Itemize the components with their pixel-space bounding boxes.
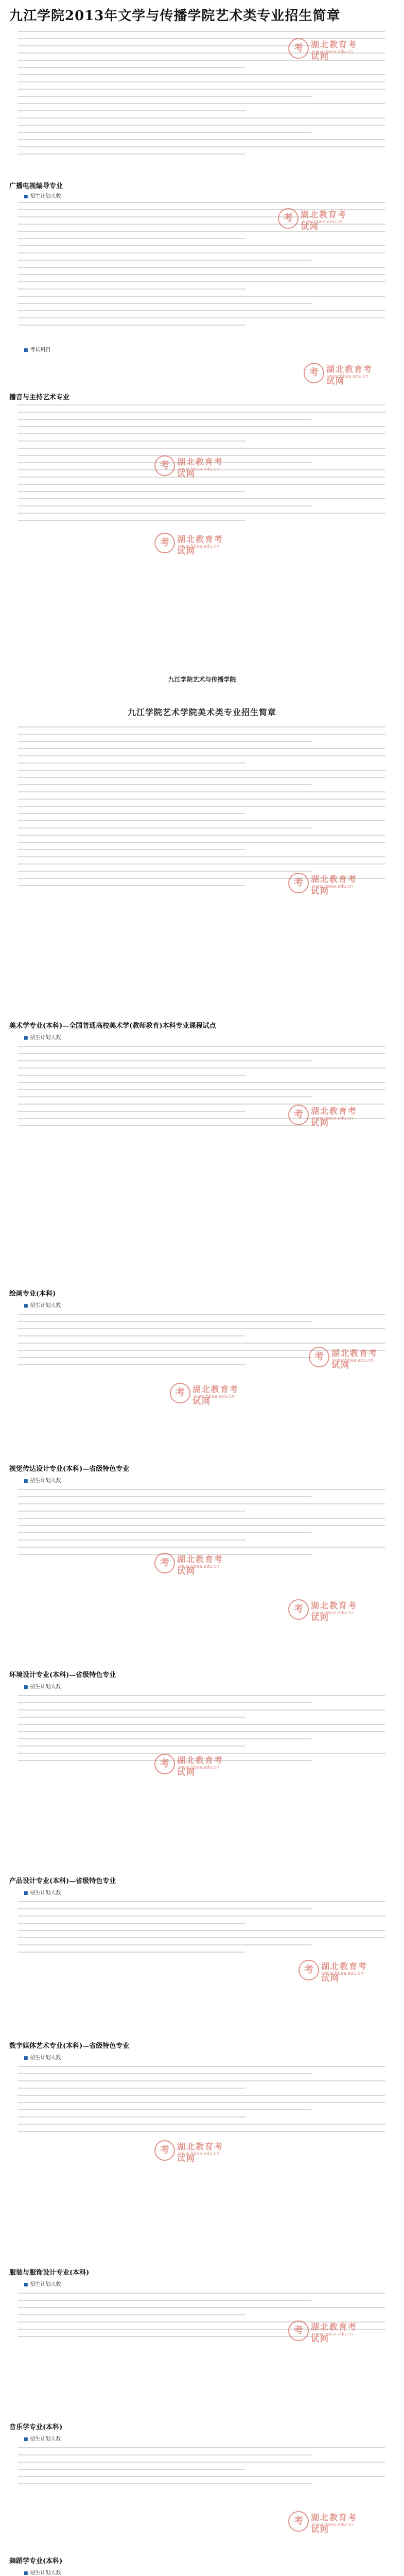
plan-label: ■ 招生计划人数 bbox=[24, 2568, 61, 2576]
watermark-logo-icon: 考 bbox=[170, 1383, 190, 1403]
watermark-url: www.hbea.edu.cn bbox=[312, 1611, 353, 1616]
watermark-title: 湖北教育考试网 bbox=[331, 1348, 378, 1370]
watermark-logo-icon: 考 bbox=[154, 533, 175, 553]
section-heading: 环境设计专业(本科)—省级特色专业 bbox=[9, 1671, 116, 1679]
watermark bbox=[298, 1958, 376, 1983]
section-heading: 音乐学专业(本科) bbox=[9, 2424, 63, 2431]
watermark bbox=[154, 1752, 232, 1777]
watermark bbox=[288, 36, 365, 59]
watermark-url: www.hbea.edu.cn bbox=[327, 374, 368, 379]
watermark-url: www.hbea.edu.cn bbox=[178, 1765, 219, 1770]
watermark bbox=[309, 1345, 386, 1370]
watermark bbox=[154, 531, 232, 556]
section-paragraph bbox=[17, 1901, 385, 1959]
section-heading: 舞蹈学专业(本科) bbox=[9, 2557, 63, 2565]
plan-label: ■ 招生计划人数 bbox=[24, 1476, 61, 1484]
watermark-logo-icon: 考 bbox=[309, 1347, 329, 1367]
watermark-url: www.hbea.edu.cn bbox=[178, 544, 219, 549]
watermark-url: www.hbea.edu.cn bbox=[178, 467, 219, 472]
watermark-url: www.hbea.edu.cn bbox=[178, 2151, 219, 2157]
watermark-title: 湖北教育考试网 bbox=[326, 364, 373, 386]
plan-label: ■ 招生计划人数 bbox=[24, 1888, 61, 1896]
watermark-logo-icon: 考 bbox=[288, 1105, 309, 1125]
middle-title-large: 九江学院艺术学院美术类专业招生简章 bbox=[127, 707, 276, 717]
watermark-title: 湖北教育考试网 bbox=[311, 40, 358, 61]
watermark-url: www.hbea.edu.cn bbox=[322, 1971, 363, 1976]
watermark-logo-icon: 考 bbox=[154, 1754, 175, 1774]
plan-label: ■ 招生计划人数 bbox=[24, 1033, 61, 1041]
section-paragraph bbox=[17, 2447, 385, 2490]
section-heading: 美术学专业(本科)—全国普通高校美术学(教师教育)本科专业课程试点 bbox=[9, 1022, 216, 1030]
watermark-url: www.hbea.edu.cn bbox=[312, 2332, 353, 2337]
watermark-logo-icon: 考 bbox=[154, 455, 175, 476]
watermark bbox=[154, 2138, 232, 2161]
plan-label: ■ 招生计划人数 bbox=[24, 1682, 61, 1690]
watermark-logo-icon: 考 bbox=[304, 363, 324, 383]
section-heading: 数字媒体艺术专业(本科)—省级特色专业 bbox=[9, 2042, 130, 2050]
plan-label: ■ 招生计划人数 bbox=[24, 2434, 61, 2442]
watermark-url: www.hbea.edu.cn bbox=[178, 1564, 219, 1569]
watermark-title: 湖北教育考试网 bbox=[311, 1106, 358, 1128]
watermark-logo-icon: 考 bbox=[288, 1599, 309, 1620]
watermark bbox=[170, 1381, 247, 1406]
watermark-title: 湖北教育考试网 bbox=[311, 874, 358, 896]
watermark-title: 湖北教育考试网 bbox=[192, 1384, 239, 1406]
section-heading-broadcast: 广播电视编导专业 bbox=[9, 182, 63, 190]
section-heading: 视觉传达设计专业(本科)—省级特色专业 bbox=[9, 1465, 130, 1473]
watermark-title: 湖北教育考试网 bbox=[177, 1554, 224, 1576]
watermark bbox=[278, 206, 355, 229]
watermark bbox=[288, 871, 365, 896]
section-heading: 绘画专业(本科) bbox=[9, 1290, 56, 1298]
section-heading: 产品设计专业(本科)—省级特色专业 bbox=[9, 1877, 116, 1885]
watermark-logo-icon: 考 bbox=[278, 208, 298, 229]
format-label: ■ 考试科目 bbox=[24, 345, 51, 353]
watermark-logo-icon: 考 bbox=[288, 873, 309, 893]
watermark bbox=[154, 453, 232, 479]
section-paragraph bbox=[17, 1489, 385, 1561]
watermark bbox=[304, 361, 381, 386]
plan-label: ■ 招生计划人数 bbox=[24, 1301, 61, 1309]
middle-title-small: 九江学院艺术与传播学院 bbox=[168, 676, 236, 683]
watermark-logo-icon: 考 bbox=[154, 1553, 175, 1573]
watermark-title: 湖北教育考试网 bbox=[177, 534, 224, 556]
watermark-logo-icon: 考 bbox=[288, 2511, 309, 2532]
section-heading: 服装与服饰设计专业(本科) bbox=[9, 2269, 90, 2277]
watermark bbox=[288, 2509, 365, 2532]
watermark bbox=[154, 1551, 232, 1576]
watermark-title: 湖北教育考试网 bbox=[311, 1601, 358, 1622]
plan-label: ■ 招生计划人数 bbox=[24, 2280, 61, 2287]
watermark bbox=[288, 2318, 365, 2344]
watermark-url: www.hbea.edu.cn bbox=[332, 1358, 374, 1363]
watermark-title: 湖北教育考试网 bbox=[177, 1755, 224, 1777]
watermark-url: www.hbea.edu.cn bbox=[302, 219, 343, 225]
watermark-url: www.hbea.edu.cn bbox=[312, 884, 353, 889]
plan-label: ■ 招生计划人数 bbox=[24, 2053, 61, 2061]
watermark bbox=[288, 1103, 365, 1128]
watermark-logo-icon: 考 bbox=[288, 2320, 309, 2341]
section-heading-announcing: 播音与主持艺术专业 bbox=[9, 394, 70, 401]
watermark-title: 湖北教育考试网 bbox=[321, 1961, 368, 1983]
watermark-logo-icon: 考 bbox=[298, 1960, 319, 1980]
watermark-url: www.hbea.edu.cn bbox=[312, 49, 353, 55]
watermark-url: www.hbea.edu.cn bbox=[312, 1116, 353, 1121]
watermark-title: 湖北教育考试网 bbox=[311, 2513, 358, 2534]
watermark-url: www.hbea.edu.cn bbox=[312, 2522, 353, 2528]
watermark-title: 湖北教育考试网 bbox=[177, 2142, 224, 2163]
watermark-title: 湖北教育考试网 bbox=[301, 210, 347, 231]
art-intro-paragraph bbox=[17, 726, 385, 892]
watermark-logo-icon: 考 bbox=[154, 2140, 175, 2161]
watermark-logo-icon: 考 bbox=[288, 38, 309, 59]
watermark bbox=[288, 1597, 365, 1620]
watermark-title: 湖北教育考试网 bbox=[311, 2322, 358, 2344]
section-paragraph bbox=[17, 2066, 385, 2138]
watermark-url: www.hbea.edu.cn bbox=[194, 1394, 235, 1399]
page-title: 九江学院2013年文学与传播学院艺术类专业招生简章 bbox=[9, 8, 341, 24]
watermark-title: 湖北教育考试网 bbox=[177, 457, 224, 479]
plan-label: ■ 招生计划人数 bbox=[24, 192, 61, 199]
